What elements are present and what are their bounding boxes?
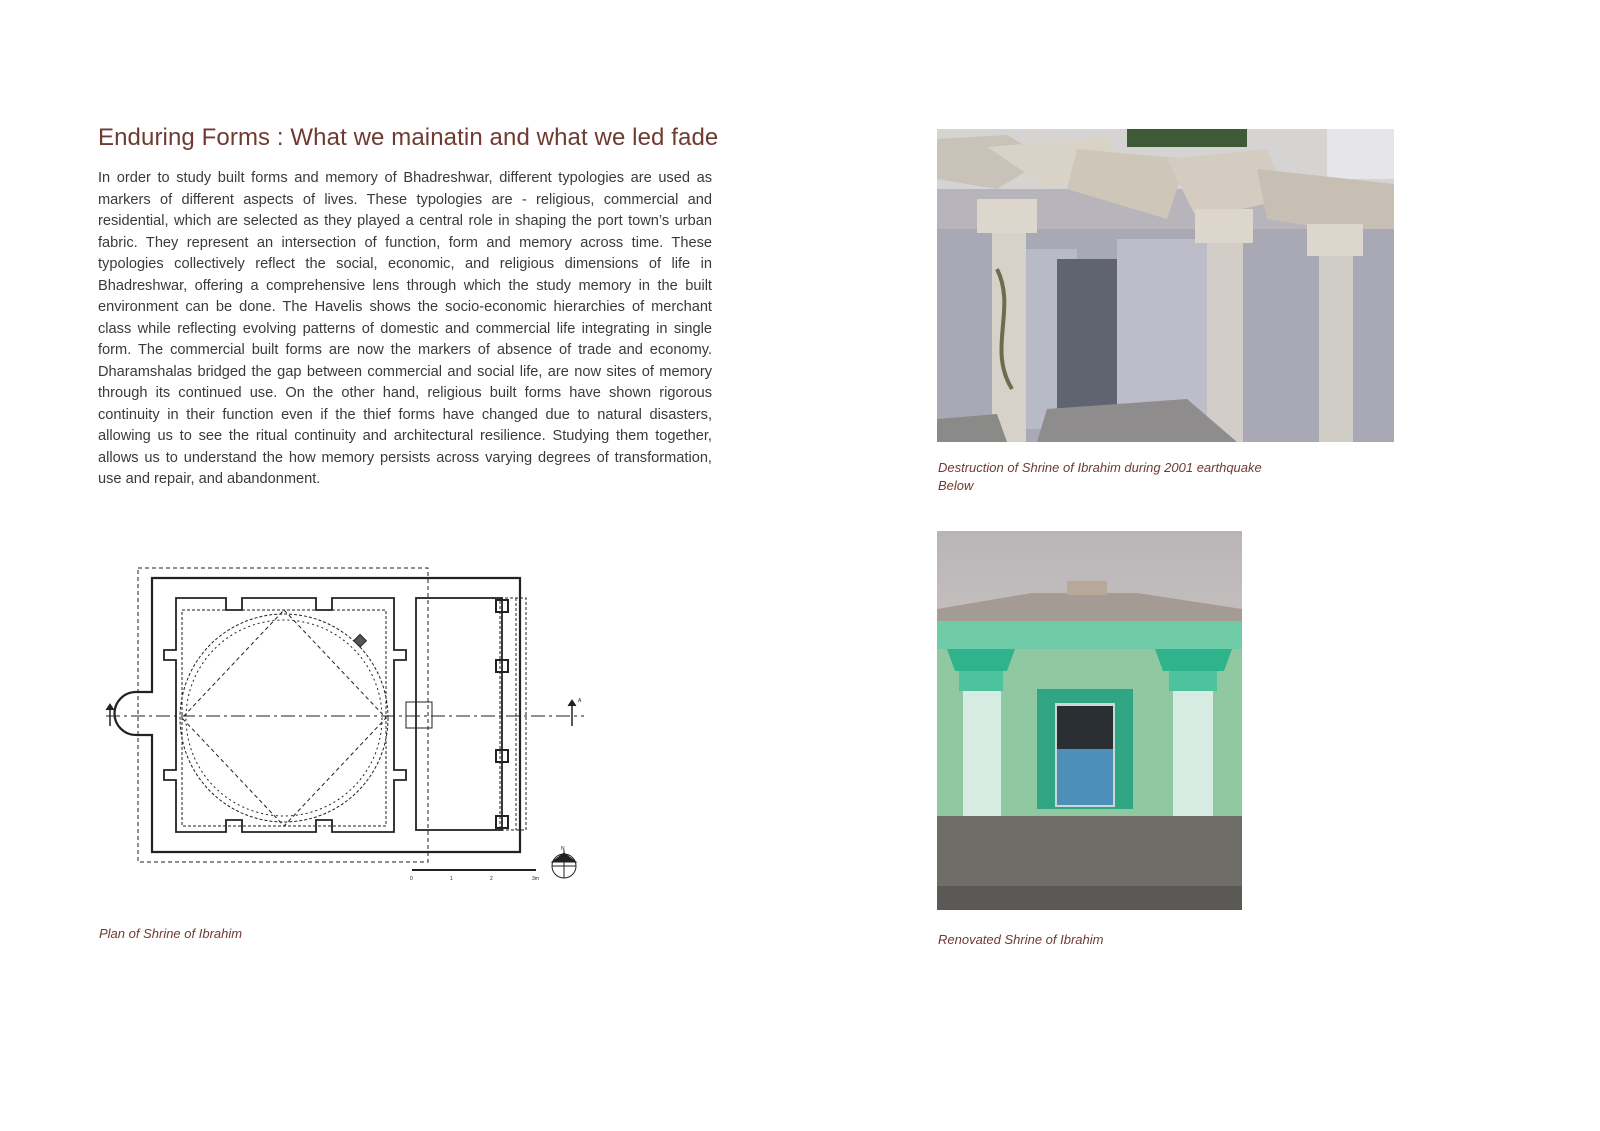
destroyed-photo-caption [938, 459, 1262, 495]
destroyed-caption-line1: Destruction of Shrine of Ibrahim during 2001 earthquake [938, 460, 1262, 475]
scale-label-2: 2 [490, 876, 493, 882]
shrine-plan-drawing [96, 560, 608, 905]
scale-label-0: 0 [410, 876, 413, 882]
destroyed-shrine-photo [937, 129, 1394, 442]
body-paragraph: In order to study built forms and memory of Bhadreshwar, different typologies are used as markers of different aspects of lives. These typologies are - religious, commercial and residential, which are selected as they played a central role in shaping the port town’s urban fabric. They represent an intersection of function, form and memory across time. These typologies collectively reflect the social, economic, and religious dimensions of life in Bhadreshwar, offering a comprehensive lens through which the study memory in the built environment can be done. The Havelis shows the socio-economic hierarchies of merchant class while reflecting evolving patterns of domestic and commercial life integrating in single form. The commercial built forms are now the markers of absence of trade and economy. Dharamshalas bridged the gap between commercial and social life, are now sites of memory through its continued use. On the other hand, religious built forms have shown rigorous continuity in their function even if the thief forms have changed due to natural disasters, allowing us to see the ritual continuity and architectural resilience. Studying them together, allows us to understand the how memory persists across varying degrees of transformation, use and repair, and abandonment. [98, 170, 712, 487]
renovated-shrine-photo [937, 531, 1242, 910]
scale-label-3: 3m [532, 876, 539, 882]
renovated-photo-caption: Renovated Shrine of Ibrahim [938, 932, 1104, 947]
scale-label-1: 1 [450, 876, 453, 882]
section-mark-right: A [578, 698, 582, 704]
page-title: Enduring Forms : What we mainatin and what we led fade [98, 124, 719, 151]
destroyed-caption-line2: Below [938, 478, 974, 493]
north-label: N [561, 846, 565, 852]
plan-caption: Plan of Shrine of Ibrahim [99, 926, 243, 941]
